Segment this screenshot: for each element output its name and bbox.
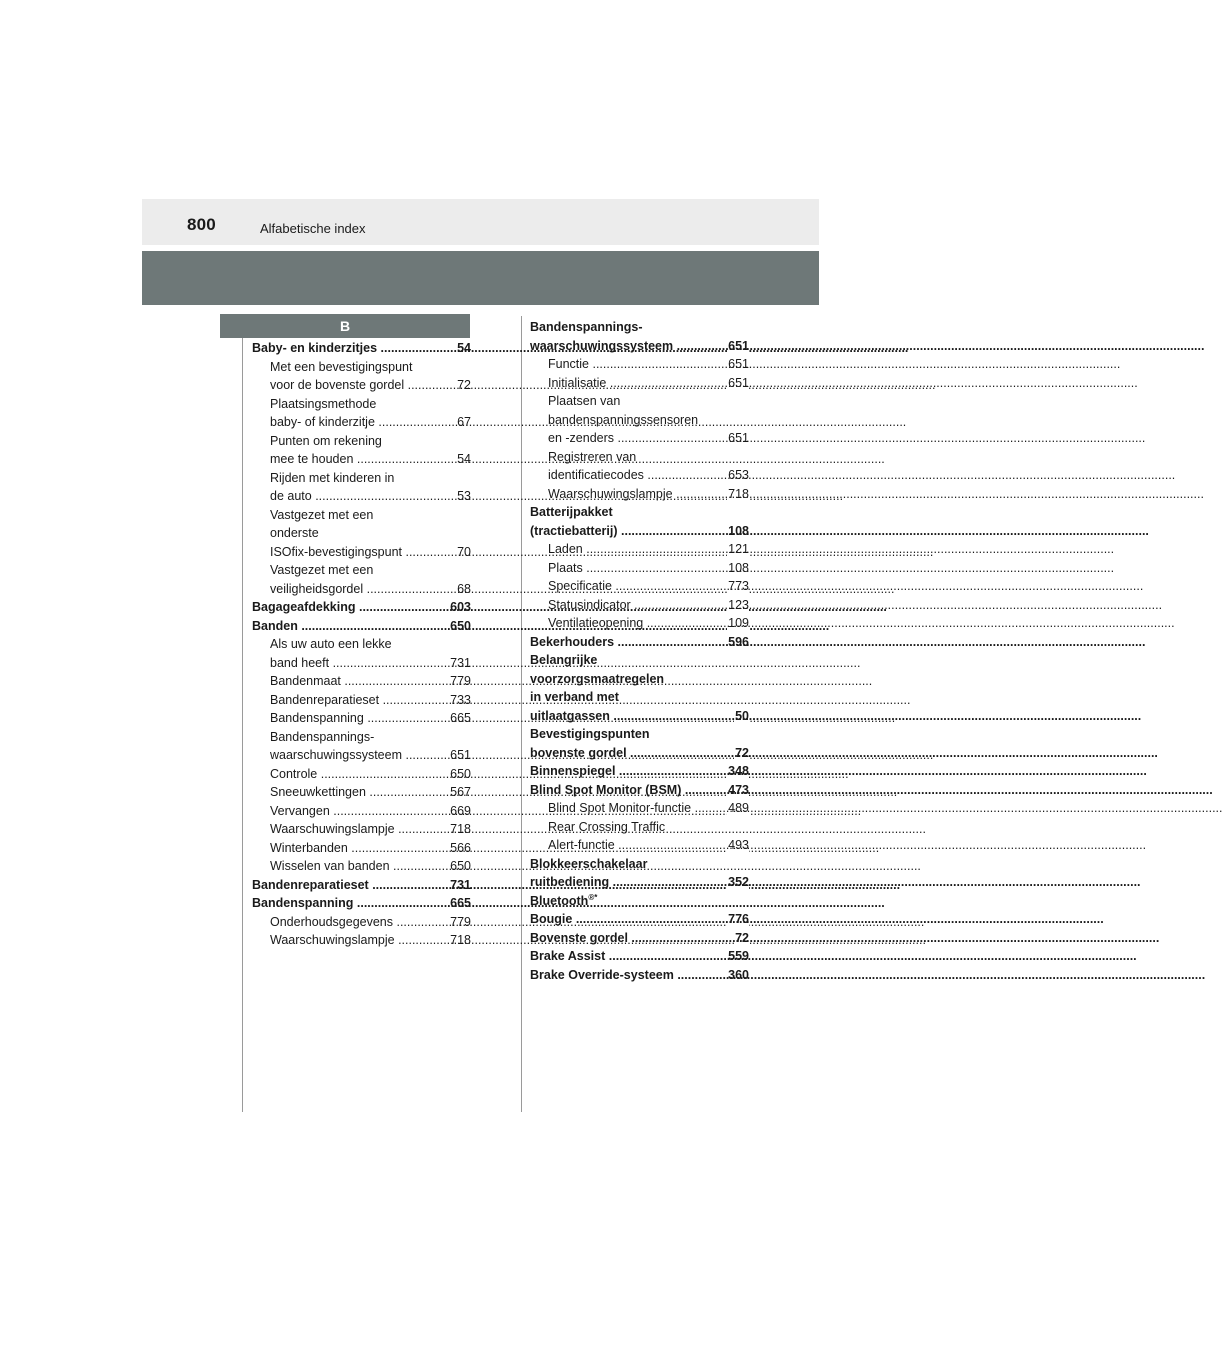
index-subentry	[252, 561, 471, 598]
index-entry	[530, 947, 749, 966]
entry-text: Laden .....	[548, 542, 1114, 556]
entry-text: uitlaatgassen .....	[530, 709, 1141, 723]
entry-line	[270, 728, 471, 747]
entry-line	[548, 799, 749, 818]
index-entry	[530, 855, 749, 892]
index-entry	[530, 892, 749, 911]
entry-text: Punten om rekening	[270, 433, 382, 448]
page-reference: 489	[727, 799, 749, 818]
entry-text: Alert-functie .....	[548, 838, 1146, 852]
index-entry	[252, 894, 471, 913]
page-reference: 109	[727, 614, 749, 633]
entry-line	[548, 374, 749, 393]
index-subentry	[530, 485, 749, 504]
index-subentry	[252, 469, 471, 506]
page-reference: 360	[727, 966, 749, 985]
page-reference: 773	[727, 577, 749, 596]
entry-line	[270, 802, 471, 821]
index-subentry	[252, 691, 471, 710]
entry-text: Rijden met kinderen in	[270, 470, 395, 485]
entry-line	[252, 339, 471, 358]
entry-line	[548, 466, 749, 485]
entry-line	[530, 688, 749, 707]
entry-text: Waarschuwingslampje .....	[270, 933, 926, 947]
entry-text: de auto .....	[270, 489, 843, 503]
title-band	[142, 251, 819, 305]
index-subentry	[530, 799, 749, 818]
page-reference: 718	[449, 820, 471, 839]
page-reference: 352	[727, 873, 749, 892]
entry-line	[270, 654, 471, 673]
entry-text: Wisselen van banden .....	[270, 859, 921, 873]
entry-text: waarschuwingssysteem .....	[270, 748, 933, 762]
page-reference: 559	[727, 947, 749, 966]
entry-text: veiligheidsgordel .....	[270, 582, 894, 596]
entry-text: Baby- en kinderzitjes .....	[252, 341, 908, 355]
entry-text: Vervangen .....	[270, 804, 861, 818]
page-reference: 603	[449, 598, 471, 617]
index-subentry	[252, 635, 471, 672]
page-reference: 596	[727, 633, 749, 652]
page-reference: 123	[727, 596, 749, 615]
index-subentry	[252, 672, 471, 691]
entry-text: Als uw auto een lekke	[270, 637, 392, 651]
index-entry	[530, 966, 749, 985]
entry-line	[530, 651, 749, 670]
entry-text: Met een bevestigingspunt	[270, 359, 413, 374]
page-reference: 651	[727, 355, 749, 374]
entry-text: Bekerhouders .....	[530, 635, 1145, 649]
entry-text: Waarschuwingslampje .....	[548, 487, 1204, 501]
header-bar	[142, 199, 819, 245]
entry-line	[530, 910, 749, 929]
entry-text: Bandenmaat .....	[270, 674, 872, 688]
entry-line	[270, 931, 471, 950]
entry-text: Bougie .....	[530, 912, 1104, 926]
entry-line	[548, 392, 749, 411]
entry-text: Bovenste gordel .....	[530, 931, 1159, 945]
entry-line	[548, 429, 749, 448]
index-entry	[530, 503, 749, 540]
entry-text: Initialisatie .....	[548, 376, 1138, 390]
index-entry	[530, 318, 749, 355]
entry-line	[530, 892, 749, 911]
index-subentry	[530, 392, 749, 448]
page-reference: 665	[449, 709, 471, 728]
page-reference: 68	[456, 580, 471, 599]
page-reference: 779	[449, 913, 471, 932]
entry-text: Bandenspannings-	[270, 729, 375, 744]
page-reference: 54	[456, 339, 471, 358]
entry-text: Rear Crossing Traffic	[548, 819, 666, 834]
entry-line	[270, 413, 471, 432]
entry-line	[270, 913, 471, 932]
section-title: Alfabetische index	[260, 221, 366, 236]
page-reference: 493	[727, 836, 749, 855]
entry-line	[530, 781, 749, 800]
entry-line	[270, 820, 471, 839]
entry-line	[270, 469, 471, 488]
entry-text: Brake Assist .....	[530, 949, 1137, 963]
page-reference: 718	[449, 931, 471, 950]
entry-text: Sneeuwkettingen .....	[270, 785, 897, 799]
page-reference: 776	[727, 910, 749, 929]
entry-text: en -zenders .....	[548, 431, 1145, 445]
entry-line	[530, 929, 749, 948]
entry-text: Bandenspannings-	[530, 320, 643, 334]
index-entry	[252, 617, 471, 636]
index-subentry	[252, 820, 471, 839]
entry-text: waarschuwingssysteem .....	[530, 339, 1204, 353]
page-reference: 651	[727, 337, 749, 356]
entry-line	[548, 411, 749, 430]
entry-text: Onderhoudsgegevens .....	[270, 915, 924, 929]
entry-text: Bandenspanning .....	[252, 896, 885, 910]
page-reference: 651	[449, 746, 471, 765]
entry-line	[270, 450, 471, 469]
entry-text: Vastgezet met een	[270, 507, 374, 522]
entry-line	[252, 876, 471, 895]
page-reference: 566	[449, 839, 471, 858]
entry-line	[270, 432, 471, 451]
index-subentry	[252, 765, 471, 784]
entry-line	[548, 596, 749, 615]
index-column-right	[530, 318, 749, 984]
page-reference: 567	[449, 783, 471, 802]
entry-text: Blokkeerschakelaar	[530, 856, 648, 871]
index-entry	[530, 781, 749, 800]
entry-text: Controle .....	[270, 767, 849, 781]
entry-text: Functie .....	[548, 357, 1120, 371]
entry-text: Winterbanden .....	[270, 841, 879, 855]
entry-text: Bagageafdekking .....	[252, 600, 887, 614]
index-entry	[530, 910, 749, 929]
entry-line	[270, 672, 471, 691]
page-reference: 665	[449, 894, 471, 913]
page-reference: 650	[449, 765, 471, 784]
entry-line	[270, 395, 471, 414]
entry-text: Bandenreparatieset .....	[252, 878, 900, 892]
index-entry	[252, 598, 471, 617]
index-entry	[252, 339, 471, 358]
entry-line	[530, 670, 749, 689]
page-reference: 733	[449, 691, 471, 710]
index-entry	[252, 876, 471, 895]
page-reference: 108	[727, 559, 749, 578]
entry-line	[530, 762, 749, 781]
index-subentry	[252, 839, 471, 858]
entry-text: Batterijpakket	[530, 505, 613, 519]
entry-line	[548, 577, 749, 596]
entry-text: baby- of kinderzitje .....	[270, 415, 906, 429]
entry-line	[252, 598, 471, 617]
index-subentry	[252, 802, 471, 821]
index-entry	[530, 725, 749, 762]
entry-line	[530, 725, 749, 744]
page-reference: 108	[727, 522, 749, 541]
entry-line	[270, 857, 471, 876]
entry-line	[270, 506, 471, 525]
entry-line	[270, 376, 471, 395]
entry-line	[270, 358, 471, 377]
entry-text: Bluetooth	[530, 893, 589, 908]
entry-line	[270, 783, 471, 802]
entry-text: Blind Spot Monitor-functie .....	[548, 801, 1223, 815]
entry-line	[270, 709, 471, 728]
entry-line	[548, 485, 749, 504]
entry-text: Bandenspanning .....	[270, 711, 895, 725]
index-subentry	[530, 355, 749, 374]
index-subentry	[530, 596, 749, 615]
page-number: 800	[187, 215, 216, 234]
entry-text: Plaatsingsmethode	[270, 396, 377, 411]
entry-line	[530, 966, 749, 985]
page-reference: 72	[734, 929, 749, 948]
page-reference: 779	[449, 672, 471, 691]
page-reference: 731	[449, 654, 471, 673]
entry-line	[548, 540, 749, 559]
page-reference: 731	[449, 876, 471, 895]
entry-line	[270, 561, 471, 580]
index-subentry	[252, 432, 471, 469]
page-reference: 669	[449, 802, 471, 821]
page-reference: 70	[456, 543, 471, 562]
entry-line	[530, 873, 749, 892]
page-reference: 67	[456, 413, 471, 432]
index-subentry	[530, 448, 749, 485]
entry-line	[270, 765, 471, 784]
entry-line	[548, 818, 749, 837]
entry-text: (tractiebatterij) .....	[530, 524, 1149, 538]
index-subentry	[530, 374, 749, 393]
entry-text: Brake Override-systeem .....	[530, 968, 1205, 982]
entry-line	[270, 543, 471, 562]
index-subentry	[252, 395, 471, 432]
page-reference: 650	[449, 617, 471, 636]
page-reference: 72	[456, 376, 471, 395]
entry-text: in verband met	[530, 690, 619, 704]
entry-line	[548, 448, 749, 467]
page-reference: 650	[449, 857, 471, 876]
page-reference: 54	[456, 450, 471, 469]
entry-text: Registreren van	[548, 449, 637, 464]
page-reference: 651	[727, 429, 749, 448]
entry-text: voorzorgsmaatregelen	[530, 671, 665, 686]
index-subentry	[530, 577, 749, 596]
entry-text: onderste	[270, 526, 319, 540]
entry-line	[530, 503, 749, 522]
entry-text: identificatiecodes .....	[548, 468, 1175, 482]
entry-line	[252, 617, 471, 636]
index-column-left	[252, 339, 471, 950]
entry-line	[270, 839, 471, 858]
index-subentry	[252, 728, 471, 765]
entry-text: band heeft .....	[270, 656, 860, 670]
entry-line	[270, 580, 471, 599]
entry-text: Bevestigingspunten	[530, 727, 650, 741]
index-subentry	[252, 931, 471, 950]
entry-text: Plaats .....	[548, 561, 1114, 575]
entry-text: Vastgezet met een	[270, 563, 374, 577]
entry-text: Belangrijke	[530, 653, 598, 667]
index-subentry	[252, 913, 471, 932]
entry-text: Banden .....	[252, 619, 829, 633]
page-reference: 121	[727, 540, 749, 559]
entry-line	[548, 614, 749, 633]
index-subentry	[252, 783, 471, 802]
entry-line	[530, 855, 749, 874]
entry-line	[530, 318, 749, 337]
entry-line	[270, 746, 471, 765]
index-subentry	[252, 709, 471, 728]
index-subentry	[530, 559, 749, 578]
index-letter-tab: B	[220, 314, 470, 338]
entry-text: bandenspanningssensoren	[548, 412, 699, 427]
entry-text: ISOfix-bevestigingspunt .....	[270, 545, 933, 559]
entry-line	[530, 522, 749, 541]
entry-text: Bandenreparatieset .....	[270, 693, 910, 707]
index-entry	[530, 633, 749, 652]
page-reference: 72	[734, 744, 749, 763]
entry-line	[270, 635, 471, 654]
index-entry	[530, 651, 749, 725]
index-subentry	[530, 614, 749, 633]
index-subentry	[530, 818, 749, 855]
entry-line	[270, 524, 471, 543]
entry-line	[548, 559, 749, 578]
entry-text: ruitbediening .....	[530, 875, 1141, 889]
entry-line	[530, 707, 749, 726]
index-subentry	[252, 857, 471, 876]
entry-line	[548, 836, 749, 855]
entry-text: Waarschuwingslampje .....	[270, 822, 926, 836]
entry-line	[270, 691, 471, 710]
entry-text: bovenste gordel .....	[530, 746, 1158, 760]
entry-line	[530, 337, 749, 356]
entry-line	[548, 355, 749, 374]
entry-text: Blind Spot Monitor (BSM) .....	[530, 783, 1213, 797]
entry-line	[530, 633, 749, 652]
registered-mark: ®*	[588, 892, 598, 902]
page-reference: 50	[734, 707, 749, 726]
column-rule-left	[242, 338, 243, 1112]
page-reference: 651	[727, 374, 749, 393]
entry-text: voor de bovenste gordel .....	[270, 378, 935, 392]
entry-text: Ventilatieopening .....	[548, 616, 1175, 630]
page-reference: 53	[456, 487, 471, 506]
index-entry	[530, 762, 749, 781]
index-entry	[530, 929, 749, 948]
index-subentry	[530, 540, 749, 559]
entry-line	[252, 894, 471, 913]
entry-text: Specificatie .....	[548, 579, 1143, 593]
entry-line	[530, 947, 749, 966]
entry-line	[270, 487, 471, 506]
entry-text: Binnenspiegel .....	[530, 764, 1147, 778]
entry-line	[530, 744, 749, 763]
page-reference: 473	[727, 781, 749, 800]
page-reference: 348	[727, 762, 749, 781]
index-subentry	[252, 358, 471, 395]
page-reference: 718	[727, 485, 749, 504]
entry-text: Plaatsen van	[548, 394, 621, 408]
page-reference: 653	[727, 466, 749, 485]
entry-text: mee te houden .....	[270, 452, 885, 466]
entry-text: Statusindicator .....	[548, 598, 1162, 612]
index-subentry	[252, 506, 471, 562]
